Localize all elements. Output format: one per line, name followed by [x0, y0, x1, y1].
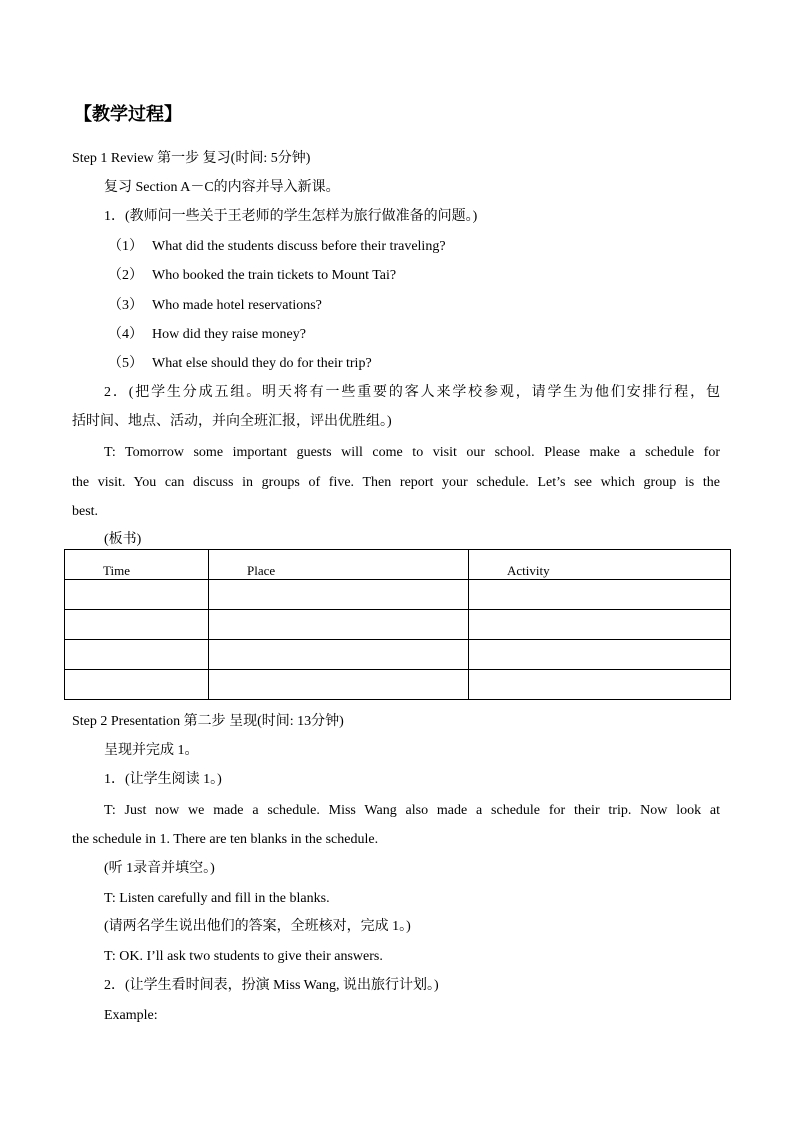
question-text: What did the students discuss before their traveling? [152, 239, 446, 254]
step1-task2-line: 2．(把学生分成五组。明天将有一些重要的客人来学校参观，请学生为他们安排行程，包 [104, 385, 720, 400]
answer-note: (请两名学生说出他们的答案，全班核对，完成 1。) [104, 919, 411, 934]
table-cell [209, 670, 469, 700]
table-cell [209, 610, 469, 640]
question-number: （2） [108, 268, 143, 283]
question-text: Who booked the train tickets to Mount Tai? [152, 268, 397, 283]
question-number: （4） [108, 327, 143, 342]
teacher-speech-line: T: OK. I’ll ask two students to give their answers. [104, 949, 383, 964]
step2-task2: 2．(让学生看时间表，扮演 Miss Wang, 说出旅行计划。) [104, 978, 439, 993]
teacher-speech-line: the visit. You can discuss in groups of five. Then report your schedule. Let’s see which group is the [72, 475, 720, 490]
step2-intro: 呈现并完成 1。 [104, 743, 199, 758]
teacher-speech-line: T: Tomorrow some important guests will come to visit our school. Please make a schedule for [104, 445, 720, 460]
schedule-table [64, 549, 731, 700]
step1-task2-line: 括时间、地点、活动，并向全班汇报，评出优胜组。) [72, 414, 392, 429]
table-row [65, 580, 731, 610]
table-row [65, 640, 731, 670]
header-activity: Activity [507, 563, 550, 578]
table-header-row [65, 550, 731, 580]
table-cell [469, 610, 731, 640]
step1-intro: 复习 Section A－C的内容并导入新课。 [104, 180, 340, 195]
table-header-cell [469, 550, 731, 580]
question-number: （5） [108, 356, 143, 371]
step1-task1: 1．(教师问一些关于王老师的学生怎样为旅行做准备的问题。) [104, 209, 478, 224]
table-cell [65, 640, 209, 670]
step2-title: Step 2 Presentation 第二步 呈现(时间: 13分钟) [72, 714, 344, 729]
teacher-speech-line: best. [72, 504, 99, 519]
example-label: Example: [104, 1008, 158, 1023]
table-header-cell [209, 550, 469, 580]
question-text: What else should they do for their trip? [152, 356, 372, 371]
question-text: Who made hotel reservations? [152, 298, 322, 313]
table-row [65, 610, 731, 640]
teacher-speech-line: T: Just now we made a schedule. Miss Wang also made a schedule for their trip. Now look at [104, 803, 720, 818]
table-cell [469, 580, 731, 610]
table-cell [209, 640, 469, 670]
table-cell [209, 580, 469, 610]
teacher-speech-line: T: Listen carefully and fill in the blanks. [104, 891, 330, 906]
header-place: Place [247, 563, 276, 578]
table-cell [65, 610, 209, 640]
table-cell [65, 670, 209, 700]
table-cell [469, 640, 731, 670]
step1-title: Step 1 Review 第一步 复习(时间: 5分钟) [72, 151, 311, 166]
table-row [65, 670, 731, 700]
board-label: (板书) [104, 532, 142, 547]
header-time: Time [103, 563, 130, 578]
table-cell [65, 580, 209, 610]
question-number: （1） [108, 239, 143, 254]
question-number: （3） [108, 298, 143, 313]
step2-task1: 1．(让学生阅读 1。) [104, 772, 222, 787]
question-text: How did they raise money? [152, 327, 306, 342]
listen-note: (听 1录音并填空。) [104, 861, 215, 876]
table-cell [469, 670, 731, 700]
table-header-cell [65, 550, 209, 580]
section-heading: 【教学过程】 [74, 104, 182, 125]
teacher-speech-line: the schedule in 1. There are ten blanks in the schedule. [72, 832, 379, 847]
